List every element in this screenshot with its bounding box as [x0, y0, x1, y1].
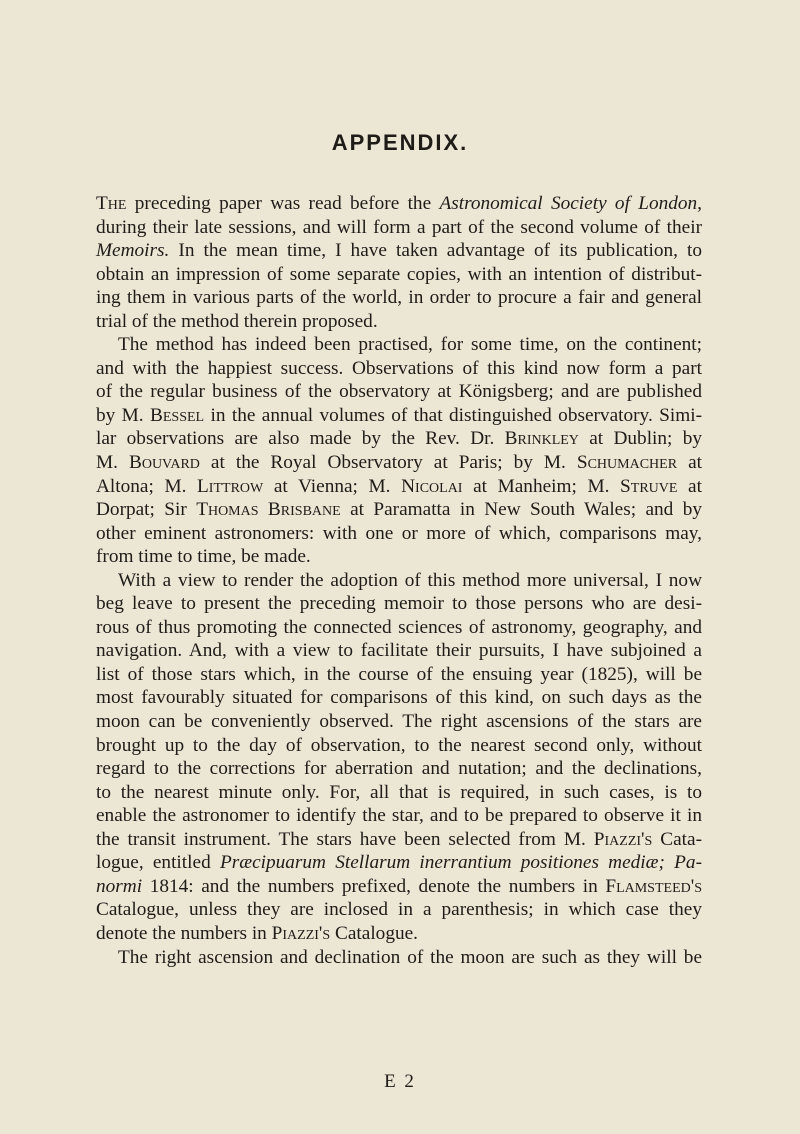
text-run: The right ascension and declination of the moon are such as they will be [118, 946, 702, 968]
text-run: 1814: and the numbers prefixed, denote the numbers in [142, 875, 606, 897]
small-caps-text: Piazzi's [271, 922, 331, 944]
small-caps-text: Thomas Brisbane [196, 499, 341, 521]
text-line [96, 875, 702, 899]
text-line [96, 804, 702, 828]
small-caps-text: Schumacher [576, 452, 678, 474]
text-run: denote the numbers in [96, 922, 272, 944]
text-line [96, 522, 702, 546]
signature-mark: E 2 [384, 1071, 416, 1092]
text-line [96, 616, 702, 640]
text-run: In the mean time, I have taken advantage of its publication, to [169, 240, 702, 262]
text-line [96, 898, 702, 922]
text-run: The method has indeed been practised, for some time, on the continent; [118, 334, 702, 356]
small-caps-text: Struve [620, 475, 678, 497]
text-line [96, 216, 702, 240]
text-run: from time to time, be made. [96, 546, 311, 568]
text-run: at [677, 475, 702, 497]
text-run: preceding paper was read before the [126, 193, 440, 214]
text-line [96, 333, 702, 357]
text-run: Cata- [652, 828, 702, 850]
small-caps-text: Brinkley [504, 428, 579, 450]
small-caps-text: Bessel [150, 404, 205, 426]
text-run: obtain an impression of some separate copies, with an intention of distribut- [96, 263, 702, 285]
text-line [96, 569, 702, 593]
text-line [96, 380, 702, 404]
text-line [96, 545, 702, 569]
text-run: list of those stars which, in the course of the ensuing year (1825), will be [96, 663, 702, 685]
text-run: of the regular business of the observatory at Königsberg; and are published [96, 381, 702, 403]
text-run: rous of thus promoting the connected sciences of astronomy, geography, and [96, 616, 702, 638]
text-line [96, 427, 702, 451]
small-caps-text: Piazzi's [593, 828, 653, 850]
text-run: Catalogue, unless they are inclosed in a parenthesis; in which case they [96, 899, 702, 921]
text-line [96, 710, 702, 734]
text-line [96, 451, 702, 475]
text-run: and with the happiest success. Observations of this kind now form a part [96, 357, 702, 379]
text-run: at Dublin; by [578, 428, 703, 450]
text-run: Dorpat; Sir [96, 499, 197, 521]
text-line [96, 734, 702, 758]
text-run: at Manheim; M. [462, 475, 621, 497]
text-line [96, 851, 702, 875]
text-line [96, 922, 702, 946]
text-line [96, 498, 702, 522]
text-line [96, 663, 702, 687]
italic-text: Astronomical Society of London, [439, 193, 702, 214]
text-run: the transit instrument. The stars have been selected from M. [96, 828, 594, 850]
text-line [96, 357, 702, 381]
text-line [96, 639, 702, 663]
text-line [96, 686, 702, 710]
text-line [96, 310, 702, 334]
text-run: navigation. And, with a view to facilitate their pursuits, I have subjoined a [96, 640, 702, 662]
text-run: at the Royal Observatory at Paris; by M. [199, 452, 577, 474]
text-line [96, 828, 702, 852]
text-line [96, 404, 702, 428]
small-caps-text: Flamsteed's [605, 875, 702, 897]
text-run: lar observations are also made by the Rev. Dr. [96, 428, 505, 450]
text-run: at Vienna; M. [263, 475, 402, 497]
text-run: With a view to render the adoption of this method more universal, I now [118, 569, 702, 591]
text-run: at Paramatta in New South Wales; and by [340, 499, 702, 521]
italic-text: normi [96, 875, 143, 897]
text-run: regard to the corrections for aberration and nutation; and the declinations, [96, 758, 702, 780]
italic-text: Memoirs. [96, 240, 170, 262]
text-run: trial of the method therein proposed. [96, 310, 378, 332]
text-run: beg leave to present the preceding memoir to those persons who are desi- [96, 593, 702, 615]
page-title: APPENDIX. [331, 130, 469, 155]
small-caps-text: Bouvard [128, 452, 200, 474]
text-run: enable the astronomer to identify the star, and to be prepared to observe it in [96, 805, 702, 827]
text-run: Catalogue. [330, 922, 418, 944]
text-run: Altona; M. [96, 475, 198, 497]
text-line [96, 781, 702, 805]
text-run: other eminent astronomers: with one or more of which, comparisons may, [96, 522, 702, 544]
text-run: at [677, 452, 702, 474]
body-text [96, 192, 702, 969]
text-run: by M. [96, 404, 150, 426]
text-line [96, 475, 702, 499]
text-run: brought up to the day of observation, to the nearest second only, without [96, 734, 702, 756]
text-run: during their late sessions, and will form a part of the second volume of their [96, 216, 702, 238]
text-run: ing them in various parts of the world, in order to procure a fair and general [96, 287, 702, 309]
small-caps-text: Nicolai [401, 475, 463, 497]
text-run: in the annual volumes of that distinguished observatory. Simi- [204, 404, 702, 426]
small-caps-text: Littrow [197, 475, 264, 497]
text-line [96, 263, 702, 287]
italic-text: Præcipuarum Stellarum inerrantium positiones mediæ; Pa- [219, 852, 702, 874]
text-run: logue, entitled [96, 852, 220, 874]
text-line [96, 286, 702, 310]
small-caps-text: The [96, 193, 127, 214]
text-line [96, 192, 702, 216]
text-line [96, 592, 702, 616]
text-line [96, 946, 702, 970]
text-run: moon can be conveniently observed. The right ascensions of the stars are [96, 711, 702, 733]
text-run: to the nearest minute only. For, all that is required, in such cases, is to [96, 781, 702, 803]
text-run: most favourably situated for comparisons of this kind, on such days as the [96, 687, 702, 709]
text-line [96, 239, 702, 263]
text-run: M. [96, 452, 129, 474]
text-line [96, 757, 702, 781]
